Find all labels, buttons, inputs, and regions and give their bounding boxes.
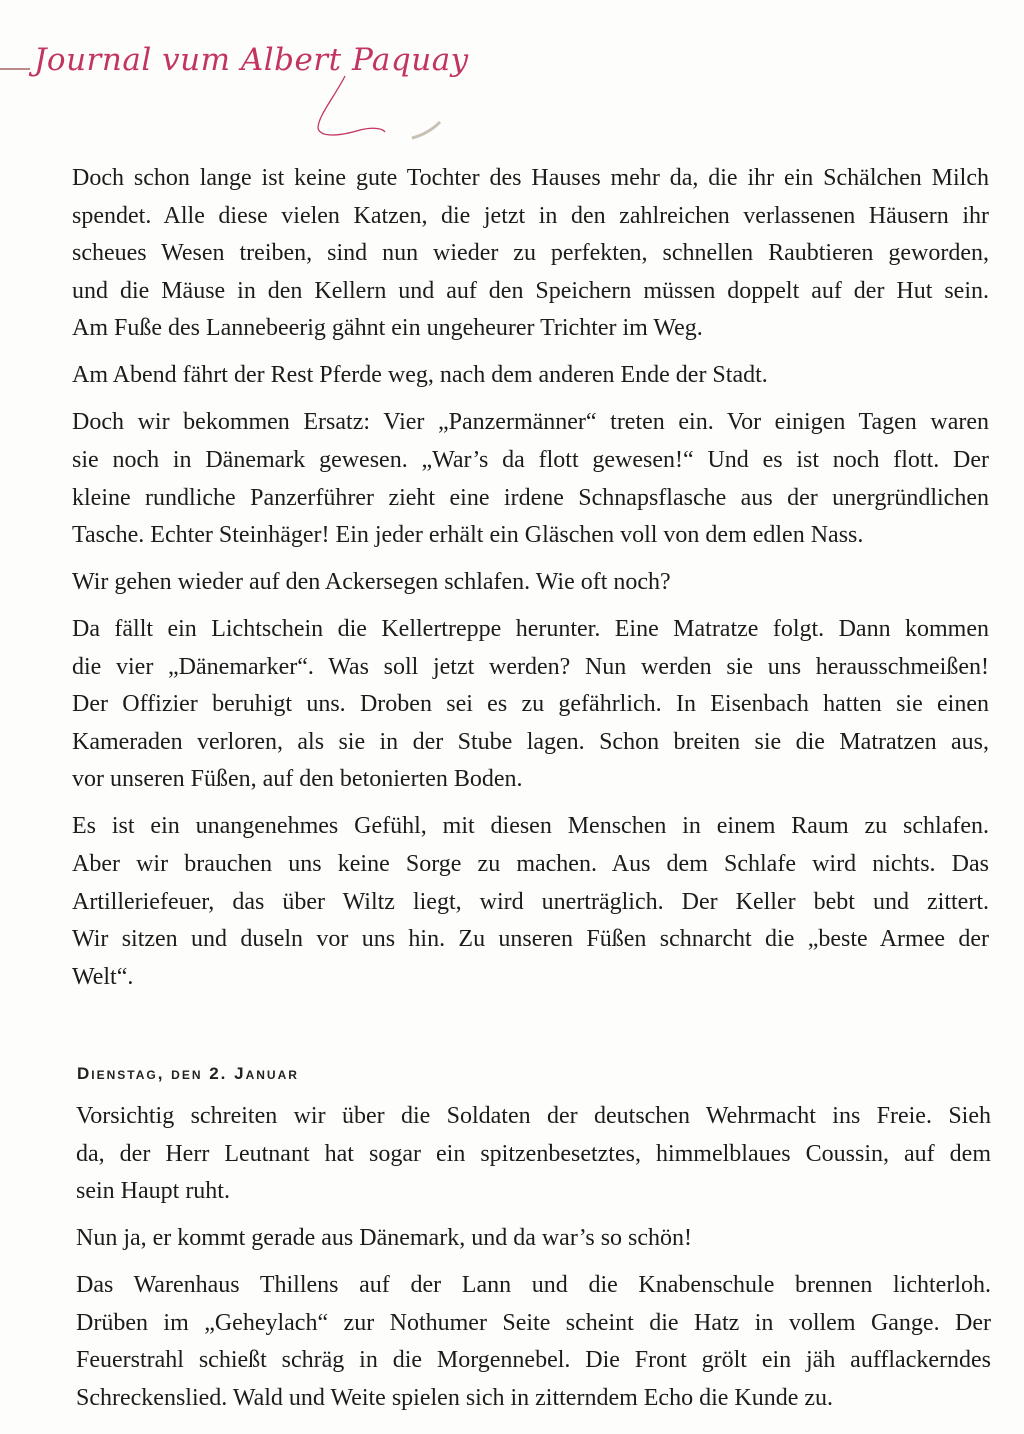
text-line: Der Offizier beruhigt uns. Droben sei es zu gefährlich. In Eisenbach hatten sie einen: [72, 691, 989, 718]
text-line: Doch wir bekommen Ersatz: Vier „Panzermänner“ treten ein. Vor einigen Tagen waren: [72, 409, 989, 436]
text-line: kleine rundliche Panzerführer zieht eine irdene Schnapsflasche aus der unergründlichen: [72, 484, 989, 511]
text-line: Am Abend fährt der Rest Pferde weg, nach dem anderen Ende der Stadt.: [72, 362, 768, 389]
paragraph: [72, 611, 989, 799]
section-heading: Dienstag, den 2. Januar: [77, 1064, 299, 1083]
text-line: Da fällt ein Lichtschein die Kellertreppe herunter. Eine Matratze folgt. Dann kommen: [72, 616, 989, 643]
text-line: und die Mäuse in den Kellern und auf den Speichern müssen doppelt auf der Hut sein.: [72, 277, 989, 304]
text-line: Nun ja, er kommt gerade aus Dänemark, und da war’s so schön!: [76, 1225, 693, 1252]
text-line: Artilleriefeuer, das über Wiltz liegt, wird unerträglich. Der Keller bebt und zittert.: [72, 888, 989, 915]
text-line: spendet. Alle diese vielen Katzen, die jetzt in den zahlreichen verlassenen Häusern ihr: [72, 202, 989, 229]
text-line: Kameraden verloren, als sie in der Stube lagen. Schon breiten sie die Matratzen aus,: [72, 728, 989, 755]
paragraph: [72, 564, 989, 602]
text-line: Drüben im „Geheylach“ zur Nothumer Seite scheint die Hatz in vollem Gange. Der: [76, 1309, 991, 1336]
paragraph: [72, 160, 989, 348]
text-line: Das Warenhaus Thillens auf der Lann und die Knabenschule brennen lichterloh.: [76, 1272, 991, 1299]
section-2-text: [76, 1098, 991, 1427]
paragraph: [72, 808, 989, 996]
paragraph: [72, 404, 989, 554]
text-line: sie noch in Dänemark gewesen. „War’s da flott gewesen!“ Und es ist noch flott. Der: [72, 446, 989, 473]
text-line: Doch schon lange ist keine gute Tochter des Hauses mehr da, die ihr ein Schälchen Milch: [72, 165, 989, 191]
page-header: [0, 36, 469, 146]
text-line: Wir gehen wieder auf den Ackersegen schlafen. Wie oft noch?: [72, 569, 671, 596]
paragraph: [76, 1220, 991, 1258]
section-1-text: [72, 160, 989, 1006]
text-line: die vier „Dänemarker“. Was soll jetzt werden? Nun werden sie uns herausschmeißen!: [72, 653, 989, 680]
paragraph: [76, 1098, 991, 1211]
paragraph: [76, 1267, 991, 1417]
journal-title: Journal vum Albert Paquay: [34, 42, 469, 78]
text-line: Wir sitzen und duseln vor uns hin. Zu unseren Füßen schnarcht die „beste Armee der: [72, 926, 989, 953]
text-line: sein Haupt ruht.: [76, 1178, 230, 1205]
flourish-icon: [0, 36, 460, 146]
paragraph: [72, 357, 989, 395]
text-line: Tasche. Echter Steinhäger! Ein jeder erhält ein Gläschen voll von dem edlen Nass.: [72, 522, 864, 549]
text-line: Es ist ein unangenehmes Gefühl, mit diesen Menschen in einem Raum zu schlafen.: [72, 813, 989, 840]
text-line: vor unseren Füßen, auf den betonierten Boden.: [72, 766, 523, 793]
text-line: da, der Herr Leutnant hat sogar ein spitzenbesetztes, himmelblaues Coussin, auf dem: [76, 1140, 991, 1167]
text-line: Welt“.: [72, 963, 134, 990]
text-line: Vorsichtig schreiten wir über die Soldaten der deutschen Wehrmacht ins Freie. Sieh: [76, 1103, 991, 1129]
text-line: Aber wir brauchen uns keine Sorge zu machen. Aus dem Schlafe wird nichts. Das: [72, 851, 989, 878]
text-line: Feuerstrahl schießt schräg in die Morgennebel. Die Front grölt ein jäh aufflackerndes: [76, 1347, 991, 1374]
text-line: Schreckenslied. Wald und Weite spielen sich in zitterndem Echo die Kunde zu.: [76, 1384, 834, 1411]
text-line: Am Fuße des Lannebeerig gähnt ein ungeheurer Trichter im Weg.: [72, 315, 703, 342]
text-line: scheues Wesen treiben, sind nun wieder zu perfekten, schnellen Raubtieren geworden,: [72, 240, 989, 267]
